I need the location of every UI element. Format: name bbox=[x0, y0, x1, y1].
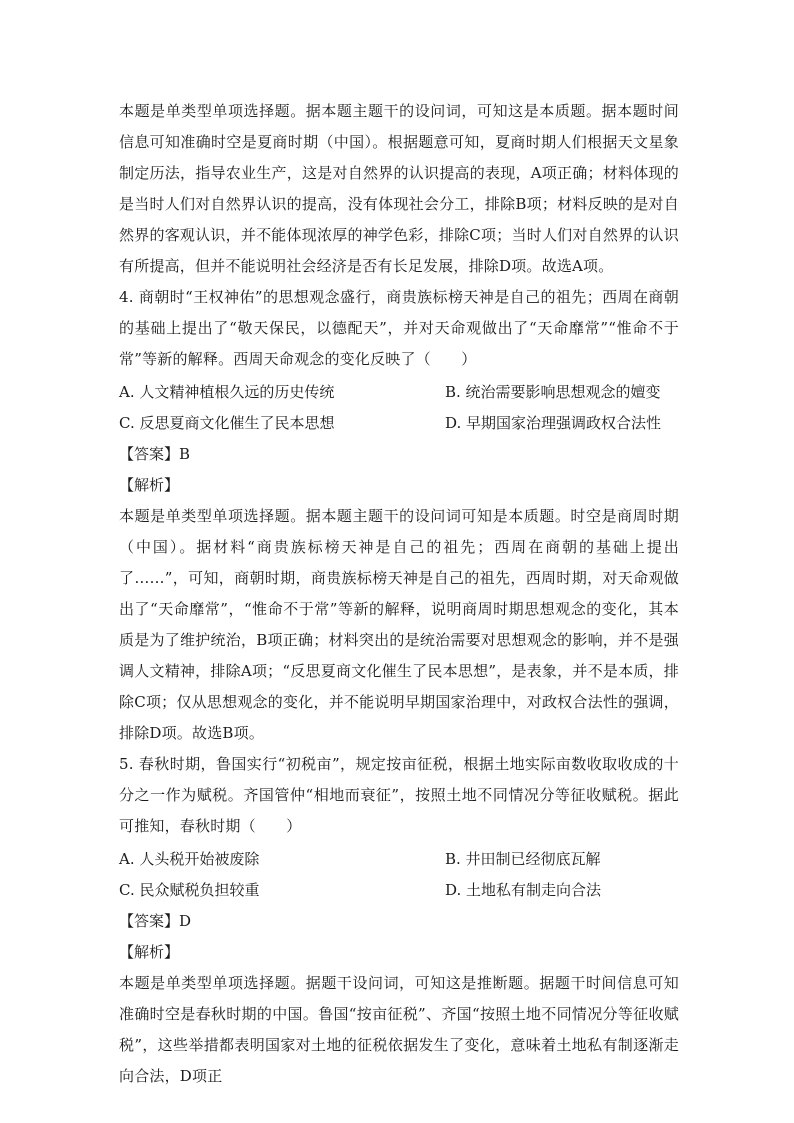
q4-option-a: A. 人文精神植根久远的历史传统 bbox=[119, 383, 335, 401]
q4-analysis-text: 本题是单类型单项选择题。据本题主题干的设问词可知是本质题。时空是商周时期（中国）。据材料“商贵族标榜天神是自己的祖先；西周在商朝的基础上提出了……”，可知，商朝时期，商贵族标榜天神是自己的祖先，西周时期，对天命观做出了“天命靡常”，“惟命不于常”等新的解释，说明商周时期思想观念的变化，其本质是为了维护统治，B项正确；材料突出的是统治需要对思想观念的影响，并不是强调人文精神，排除A项；“反思夏商文化催生了民本思想”，是表象，并不是本质，排除C项；仅从思想观念的变化，并不能说明早期国家治理中，对政权合法性的强调，排除D项。故选B项。 bbox=[119, 507, 679, 742]
q4-option-d: D. 早期国家治理强调政权合法性 bbox=[445, 414, 662, 432]
q5-stem: 5. 春秋时期，鲁国实行“初税亩”，规定按亩征税，根据土地实际亩数收取收成的十分之一作为赋税。齐国管仲“相地而衰征”，按照土地不同情况分等征收赋税。据此可推知，春秋时期（ ） bbox=[119, 755, 679, 835]
q3-analysis-text: 本题是单类型单项选择题。据本题主题干的设问词，可知这是本质题。据本题时间信息可知准确时空是夏商时期（中国）。根据题意可知，夏商时期人们根据天文星象制定历法，指导农业生产，这是对自然界的认识提高的表现，A项正确；材料体现的是当时人们对自然界认识的提高，没有体现社会分工，排除B项；材料反映的是对自然界的客观认识，并不能体现浓厚的神学色彩，排除C项；当时人们对自然界的认识有所提高，但并不能说明社会经济是否有长足发展，排除D项。故选A项。 bbox=[119, 102, 679, 275]
q4-option-b: B. 统治需要影响思想观念的嬗变 bbox=[445, 383, 661, 401]
q5-option-b: B. 井田制已经彻底瓦解 bbox=[445, 850, 601, 868]
q5-analysis-label: 【解析】 bbox=[119, 943, 180, 961]
q4-option-c: C. 反思夏商文化催生了民本思想 bbox=[119, 414, 335, 432]
q5-option-c: C. 民众赋税负担较重 bbox=[119, 881, 260, 899]
q5-answer: 【答案】D bbox=[119, 912, 192, 930]
q5-option-a: A. 人头税开始被废除 bbox=[119, 850, 260, 868]
q5-option-d: D. 土地私有制走向合法 bbox=[445, 881, 602, 899]
q4-options bbox=[119, 377, 679, 439]
q4-stem: 4. 商朝时“王权神佑”的思想观念盛行，商贵族标榜天神是自己的祖先；西周在商朝的基础上提出了“敬天保民，以德配天”，并对天命观做出了“天命靡常”“惟命不于常”等新的解释。西周天命观念的变化反映了（ ） bbox=[119, 288, 679, 368]
q5-analysis-text: 本题是单类型单项选择题。据题干设问词，可知这是推断题。据题干时间信息可知准确时空是春秋时期的中国。鲁国“按亩征税”、齐国“按照土地不同情况分等征收赋税”，这些举措都表明国家对土地的征税依据发生了变化，意味着土地私有制逐渐走向合法，D项正 bbox=[119, 974, 679, 1085]
document-page bbox=[119, 96, 679, 1092]
q4-analysis-label: 【解析】 bbox=[119, 476, 180, 494]
q4-answer: 【答案】B bbox=[119, 445, 191, 463]
q5-options bbox=[119, 844, 679, 906]
